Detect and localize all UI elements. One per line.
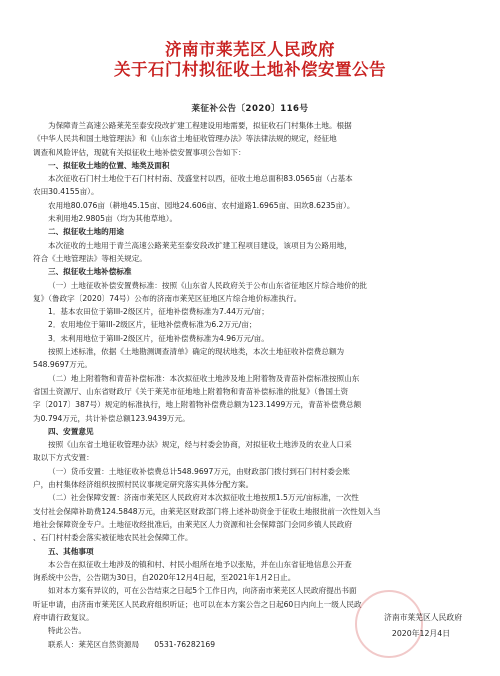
section-heading: 一、拟征收土地的位置、地类及面积 [48, 160, 170, 170]
body-line: 省国土资源厅、山东省财政厅《关于莱芜市征地地上附着物和青苗补偿标准的批复》（鲁国土资 [33, 386, 349, 396]
body-line: 地社会保障资金专户。土地征收经批准后，由莱芜区人力资源和社会保障部门会同乡镇人民政府 [33, 519, 352, 529]
body-line: 府申请行政复议。 [33, 612, 94, 622]
body-line: 农田30.4155亩）。 [33, 187, 99, 197]
document-number: 莱征补公告〔2020〕116号 [191, 104, 309, 114]
body-line: 2．农用地位于第III-2级区片，征地补偿费标准为6.2万元/亩； [48, 320, 257, 330]
document-body [33, 119, 473, 651]
body-line: 、石门村村委会落实被征地农民社会保障工作。 [33, 533, 193, 543]
body-line: 农用地80.076亩（耕地45.15亩、园地24.606亩、农村道路1.6965亩、田坎8.6235亩）。 [48, 200, 355, 210]
body-line: 询系统中公告，公告期为30日，自2020年12月4日起，至2021年1月2日止。 [33, 573, 296, 583]
section-heading: 四、安置意见 [48, 426, 94, 436]
body-line: 为0.794万元，共计补偿总额123.9439万元。 [33, 413, 190, 423]
section-heading: 五、其他事项 [48, 546, 94, 556]
body-line: 按照《山东省土地征收管理办法》规定，经与村委会协商，对拟征收土地涉及的农业人口采 [48, 440, 352, 450]
document-title-line-1: 济南市莱芜区人民政府 [165, 40, 335, 59]
body-line: 字〔2017〕387号）规定的标准执行，地上附着物补偿费总额为123.1499万元，青苗补偿费总额 [33, 400, 362, 410]
signature-organization: 济南市莱芜区人民政府 [384, 613, 462, 622]
body-line: 按照上述标准，依据《土地勘测调查清单》确定的现状地类，本次土地征收补偿费总额为 [48, 347, 345, 357]
body-line: （一）土地征收补偿安置费标准：按照《山东省人民政府关于公布山东省征地区片综合地价的批 [48, 280, 367, 290]
body-line: 特此公告。 [48, 626, 86, 636]
body-line: 如对本方案有异议的，可在公告结束之日起5个工作日内，向济南市莱芜区人民政府提出书面 [48, 586, 357, 596]
contact-line: 联系人：莱芜区自然资源局 0531-76282169 [48, 639, 216, 649]
body-line: 本公告在拟征收土地涉及的镇和村、村民小组所在地予以张贴，并在山东省征地信息公开查 [48, 559, 352, 569]
section-heading: 三、拟征收土地补偿标准 [48, 267, 132, 277]
body-line: 本次征收石门村土地位于石门村村南、茂盛堂村以西，征收土地总面积83.0565亩（占基本 [48, 174, 353, 184]
body-line: 听证申请，由济南市莱芜区人民政府组织听证；也可以在本方案公告之日起60日内向上一级人民政 [33, 599, 362, 609]
body-line: 支付社会保障补助费124.5848万元，由莱芜区财政部门将上述补助资金于征收土地报批前一次性划入当 [33, 506, 381, 516]
body-line: 符合《土地管理法》等相关规定。 [33, 253, 147, 263]
body-line: 本次征收的土地用于青兰高速公路莱芜至泰安段改扩建工程项目建设，该项目为公路用地， [48, 240, 352, 250]
body-line: 3．未利用地位于第III-2级区片，征地补偿费标准为4.96万元/亩。 [48, 333, 269, 343]
body-line: 1．基本农田位于第III-2级区片，征地补偿费标准为7.44万元/亩； [48, 307, 269, 317]
document-title-line-2: 关于石门村拟征收土地补偿安置公告 [114, 60, 386, 79]
body-line: （二）地上附着物和青苗补偿标准：本次拟征收土地涉及地上附着物及青苗补偿标准按照山东 [48, 373, 360, 383]
body-line: 复》（鲁政字〔2020〕74号）公布的济南市莱芜区征地区片综合地价标准执行。 [33, 293, 302, 303]
body-line: 户，由村集体经济组织按照村民议事规定研究落实具体分配方案。 [33, 480, 254, 490]
body-line: 为保障青兰高速公路莱芜至泰安段改扩建工程建设用地需要，拟征收石门村集体土地。根据 [48, 121, 352, 130]
official-seal [355, 590, 423, 658]
body-line: 未利用地2.9805亩（均为其他草地）。 [48, 214, 178, 224]
body-line: （一）货币安置：土地征收补偿费总计548.9697万元，由财政部门拨付到石门村村委会账 [48, 466, 351, 476]
body-line: 调查和风险评估，现就有关拟征收土地补偿安置事项公告如下： [33, 147, 246, 157]
body-line: 548.9697万元。 [33, 360, 93, 370]
body-line: 《中华人民共和国土地管理法》和《山东省土地征收管理办法》等法律法规的规定，经征地 [33, 134, 337, 144]
body-line: 取以下方式安置： [33, 453, 94, 463]
section-heading: 二、拟征收土地的用途 [48, 227, 124, 237]
signature-date: 2020年12月4日 [391, 629, 450, 638]
body-line: （二）社会保障安置：济南市莱芜区人民政府对本次拟征收土地按照1.5万元/亩标准，一次性 [48, 493, 359, 503]
